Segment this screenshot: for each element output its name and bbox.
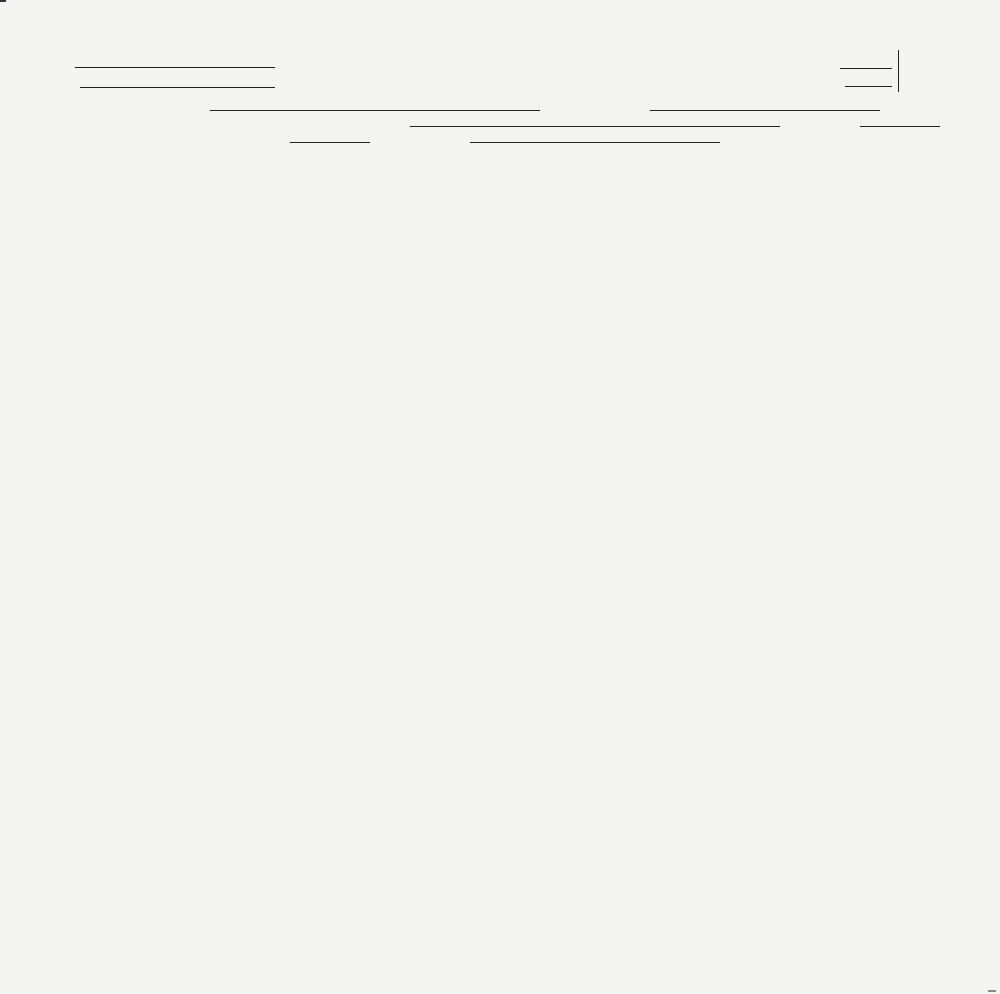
col-age [360,168,374,228]
col-months-unemployed [816,168,830,228]
col-english [876,168,888,228]
col-color [288,175,300,225]
col-dwelling [70,165,88,227]
col-sex [302,175,314,225]
col-farm [922,168,934,228]
col-free [907,168,919,228]
col-school [833,168,845,228]
col-house [53,185,68,225]
col-marital [376,168,390,228]
col-natur [703,168,717,228]
copyright-notice [988,990,996,992]
col-mother-of [408,168,422,228]
col-read [846,168,858,228]
col-immig [671,168,685,228]
col-years-married [392,168,406,228]
col-years-us [687,168,701,228]
col-schedule-no [937,168,949,228]
col-owned [892,168,904,228]
col-street [38,185,53,225]
col-living [422,168,436,228]
col-write [861,168,873,228]
col-family [90,165,108,227]
